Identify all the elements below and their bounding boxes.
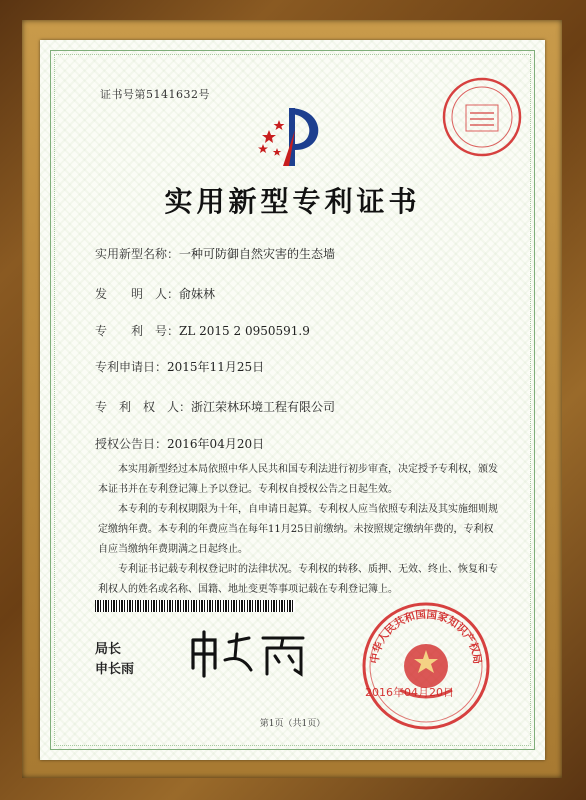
body-paragraph: 专利证书记载专利权登记时的法律状况。专利权的转移、质押、无效、终止、恢复和专利权人的姓名或名称、国籍、地址变更等事项记载在专利登记簿上。	[98, 564, 498, 595]
field-application-date	[95, 358, 264, 375]
field-patent-number	[95, 322, 310, 339]
director-title: 局长	[95, 642, 122, 657]
field-label: 授权公告日：	[95, 437, 168, 451]
field-label: 专 利 号：	[95, 324, 180, 338]
field-label: 专 利 权 人：	[95, 400, 192, 414]
page-number: 第1页（共1页）	[259, 719, 326, 729]
field-value: 浙江荣林环境工程有限公司	[191, 400, 336, 414]
official-seal-icon	[360, 600, 492, 732]
field-value: 2016年04月20日	[167, 437, 265, 451]
corner-stamp-icon	[440, 75, 524, 159]
patent-office-logo-icon	[255, 100, 330, 172]
field-patentee	[95, 398, 335, 415]
certificate-paper	[40, 40, 545, 760]
field-utility-name	[95, 245, 335, 262]
field-grant-date	[95, 435, 264, 452]
seal-text: 中华人民共和国国家知识产权局	[368, 608, 484, 665]
field-inventor	[95, 285, 215, 302]
field-label: 发 明 人：	[95, 287, 180, 301]
barcode	[95, 600, 295, 612]
certificate-body	[98, 460, 498, 600]
seal-date: 2016年04月20日	[365, 686, 454, 699]
field-value: 2015年11月25日	[167, 360, 265, 374]
field-value: 一种可防御自然灾害的生态墙	[179, 247, 336, 261]
director-signature	[185, 630, 315, 678]
director-name: 申长雨	[95, 662, 135, 677]
field-label: 实用新型名称：	[95, 247, 180, 261]
body-paragraph: 本专利的专利权期限为十年，自申请日起算。专利权人应当依照专利法及其实施细则规定缴纳年费。本专利的年费应当在每年11月25日前缴纳。未按照规定缴纳年费的，专利权自应当缴纳年费期满之日起终止。	[98, 504, 498, 555]
field-value: 俞妹林	[179, 287, 216, 301]
certificate-title: 实用新型专利证书	[164, 185, 421, 218]
field-value: ZL 2015 2 0950591.9	[179, 324, 310, 338]
body-paragraph: 本实用新型经过本局依照中华人民共和国专利法进行初步审查，决定授予专利权，颁发本证书并在专利登记簿上予以登记。专利权自授权公告之日起生效。	[98, 464, 498, 495]
field-label: 专利申请日：	[95, 360, 168, 374]
certificate-number: 证书号第5141632号	[100, 88, 210, 101]
